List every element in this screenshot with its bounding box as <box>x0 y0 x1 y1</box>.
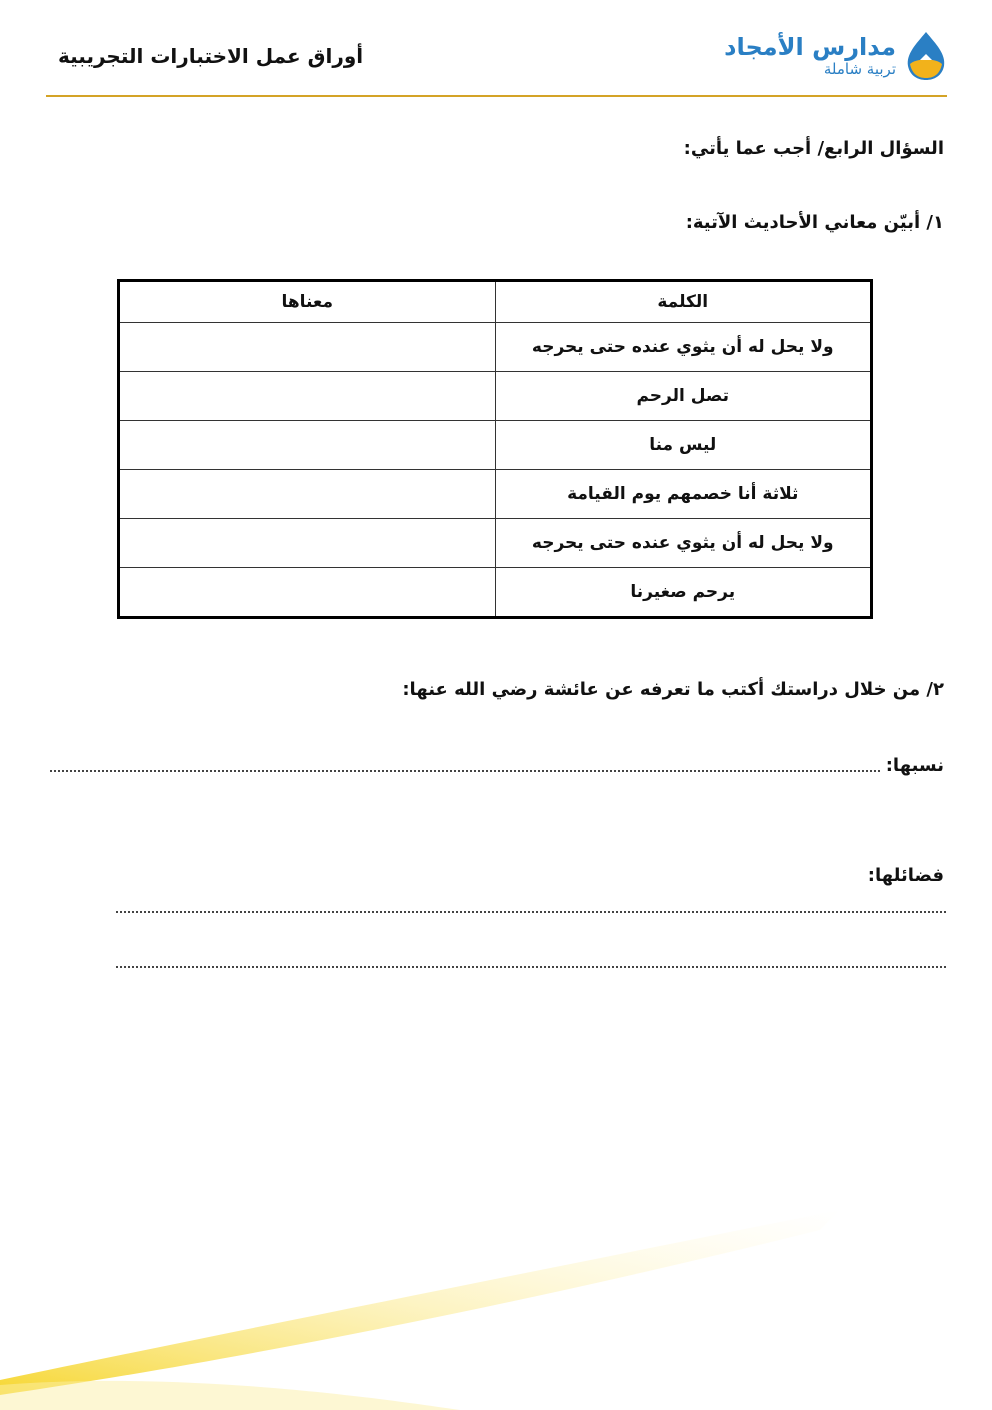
header-divider <box>46 95 947 97</box>
meaning-cell[interactable] <box>119 421 496 470</box>
header-word: الكلمة <box>495 281 872 323</box>
table-row <box>119 519 872 568</box>
table-row <box>119 470 872 519</box>
meaning-cell[interactable] <box>119 323 496 372</box>
virtues-label: فضائلها: <box>867 865 944 886</box>
table-row <box>119 323 872 372</box>
logo-tagline: تربية شاملة <box>823 60 896 78</box>
word-cell: ولا يحل له أن يثوي عنده حتى يحرجه <box>495 519 872 568</box>
meaning-cell[interactable] <box>119 519 496 568</box>
logo-drop-icon <box>906 30 946 82</box>
part1-title: ١/ أبيّن معاني الأحاديث الآتية: <box>685 212 944 233</box>
virtues-answer-line-2[interactable] <box>116 966 946 968</box>
word-cell: يرحم صغيرنا <box>495 568 872 618</box>
word-cell: ثلاثة أنا خصمهم يوم القيامة <box>495 470 872 519</box>
part2-title: ٢/ من خلال دراستك أكتب ما تعرفه عن عائشة رضي الله عنها: <box>402 679 944 700</box>
school-logo <box>724 30 946 82</box>
decorative-light-streak <box>0 1210 840 1410</box>
hadith-meanings-table <box>117 279 873 619</box>
table-header-row <box>119 281 872 323</box>
table-row <box>119 568 872 618</box>
header-meaning: معناها <box>119 281 496 323</box>
meaning-cell[interactable] <box>119 470 496 519</box>
table-row <box>119 421 872 470</box>
lineage-answer-line[interactable] <box>50 770 880 772</box>
table-row <box>119 372 872 421</box>
meaning-cell[interactable] <box>119 372 496 421</box>
lineage-label: نسبها: <box>885 755 944 776</box>
meaning-cell[interactable] <box>119 568 496 618</box>
question-title: السؤال الرابع/ أجب عما يأتي: <box>683 138 944 159</box>
word-cell: تصل الرحم <box>495 372 872 421</box>
word-cell: ليس منا <box>495 421 872 470</box>
word-cell: ولا يحل له أن يثوي عنده حتى يحرجه <box>495 323 872 372</box>
virtues-answer-line-1[interactable] <box>116 911 946 913</box>
logo-name: مدارس الأمجاد <box>724 33 896 61</box>
document-title: أوراق عمل الاختبارات التجريبية <box>58 44 364 68</box>
